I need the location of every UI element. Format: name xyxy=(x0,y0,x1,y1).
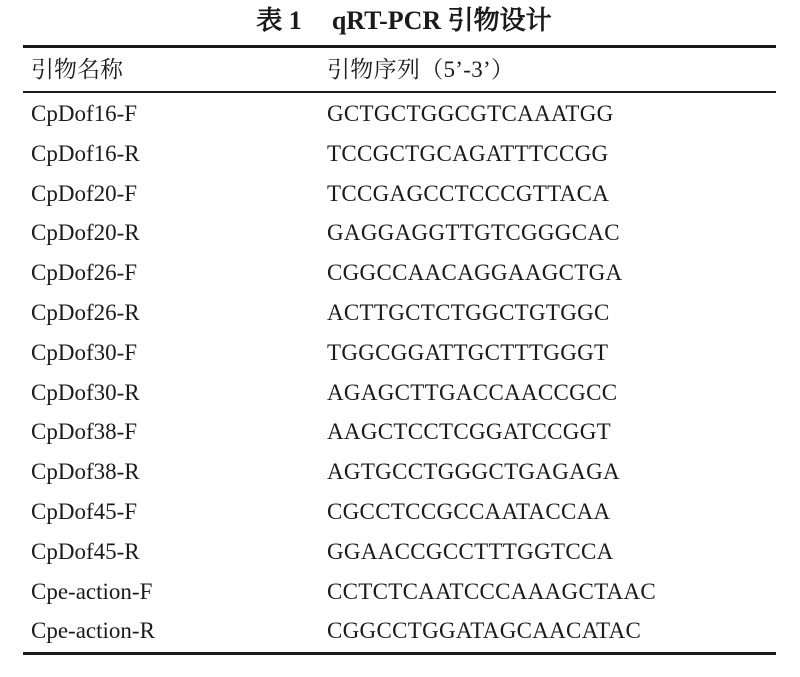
primer-name-cell: CpDof16-R xyxy=(31,140,140,166)
table-row xyxy=(0,253,800,293)
primer-name-cell: CpDof45-R xyxy=(31,538,140,564)
primer-sequence-cell: GAGGAGGTTGTCGGGCAC xyxy=(327,220,620,246)
table-row xyxy=(0,452,800,492)
table-row xyxy=(0,373,800,413)
header-primer-sequence: 引物序列（5’-3’） xyxy=(327,57,515,82)
table-row xyxy=(0,333,800,373)
table-row xyxy=(0,492,800,532)
table-row xyxy=(0,213,800,253)
primer-sequence-cell: CGGCCAACAGGAAGCTGA xyxy=(327,260,623,286)
primer-name-cell: CpDof38-R xyxy=(31,459,140,485)
table-row xyxy=(0,94,800,134)
table-body xyxy=(0,94,800,651)
primer-name-cell: CpDof45-F xyxy=(31,498,138,524)
table-row xyxy=(0,412,800,452)
primer-name-cell: CpDof16-F xyxy=(31,101,138,126)
header-primer-name: 引物名称 xyxy=(31,57,123,82)
primer-name-cell: CpDof30-R xyxy=(31,379,140,405)
primer-sequence-cell: AAGCTCCTCGGATCCGGT xyxy=(327,419,611,445)
primer-sequence-cell: TCCGCTGCAGATTTCCGG xyxy=(327,140,609,166)
primer-sequence-cell: CGCCTCCGCCAATACCAA xyxy=(327,498,611,524)
table-title xyxy=(0,2,800,40)
table-row xyxy=(0,611,800,651)
table-row xyxy=(0,293,800,333)
primer-name-cell: Cpe-action-F xyxy=(31,578,153,604)
primer-sequence-cell: ACTTGCTCTGGCTGTGGC xyxy=(327,299,610,325)
primer-sequence-cell: AGAGCTTGACCAACCGCC xyxy=(327,379,618,405)
primer-name-cell: CpDof26-F xyxy=(31,260,138,286)
primer-name-cell: CpDof26-R xyxy=(31,299,140,325)
primer-sequence-cell: CGGCCTGGATAGCAACATAC xyxy=(327,618,642,644)
table-header-row xyxy=(0,48,800,91)
table-row xyxy=(0,532,800,572)
primer-sequence-cell: GGAACCGCCTTTGGTCCA xyxy=(327,538,614,564)
primer-name-cell: CpDof38-F xyxy=(31,419,138,445)
table-row xyxy=(0,134,800,174)
table-row xyxy=(0,174,800,214)
primer-sequence-cell: CCTCTCAATCCCAAAGCTAAC xyxy=(327,578,657,604)
primer-sequence-cell: TGGCGGATTGCTTTGGGT xyxy=(327,339,609,365)
primer-name-cell: CpDof20-R xyxy=(31,220,140,246)
primer-name-cell: CpDof30-F xyxy=(31,339,138,365)
primer-sequence-cell: GCTGCTGGCGTCAAATGG xyxy=(327,101,614,126)
primer-sequence-cell: TCCGAGCCTCCCGTTACA xyxy=(327,180,610,206)
header-rule xyxy=(23,91,776,93)
primer-sequence-cell: AGTGCCTGGGCTGAGAGA xyxy=(327,459,620,485)
primer-name-cell: Cpe-action-R xyxy=(31,618,155,644)
table-row xyxy=(0,572,800,612)
bottom-rule xyxy=(23,652,776,655)
table-number: 表 1 xyxy=(256,6,302,35)
table-caption: qRT-PCR 引物设计 xyxy=(331,6,552,35)
primer-name-cell: CpDof20-F xyxy=(31,180,138,206)
